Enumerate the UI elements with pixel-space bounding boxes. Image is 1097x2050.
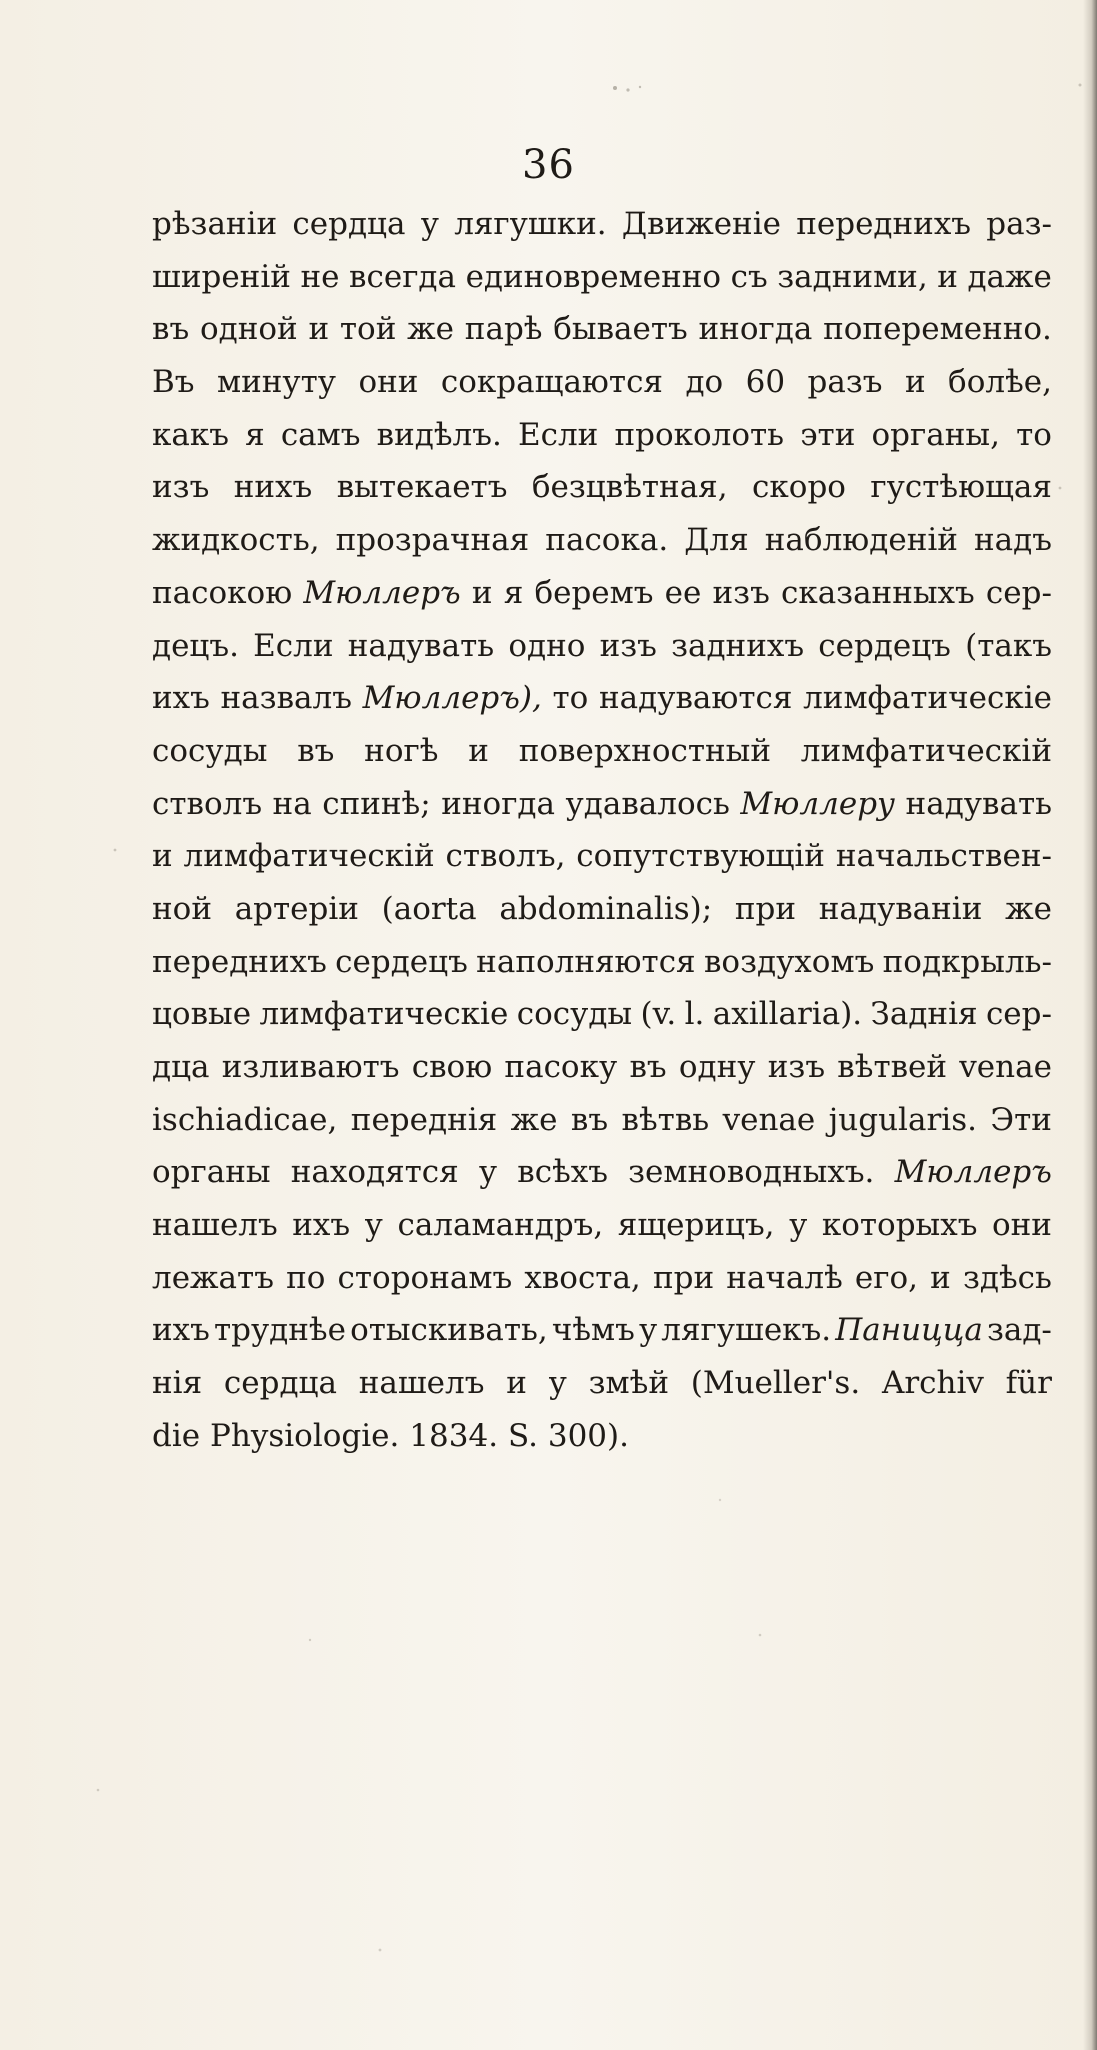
word: сосуды xyxy=(152,732,268,769)
word: болѣе, xyxy=(948,364,1052,401)
word: прозрачная xyxy=(335,522,530,559)
word: лимфатическіе xyxy=(803,680,1052,717)
text-line xyxy=(152,830,1052,883)
word: изливаютъ xyxy=(221,1049,400,1085)
word: ихъ xyxy=(152,680,210,717)
word: назвалъ xyxy=(220,680,352,717)
word: проколоть xyxy=(614,416,785,453)
text-line xyxy=(152,988,1052,1041)
word: у xyxy=(789,1207,808,1244)
word: попеременно. xyxy=(823,311,1052,348)
word: одну xyxy=(678,1049,756,1085)
word: задними, xyxy=(777,258,928,295)
word: abdominalis); xyxy=(499,890,713,927)
word: заднихъ xyxy=(671,627,805,664)
word: Эти xyxy=(990,1101,1052,1138)
word: и xyxy=(308,311,330,348)
page-edge-shadow xyxy=(1083,0,1097,2050)
word: его, xyxy=(854,1259,919,1296)
word: переднихъ xyxy=(152,943,327,980)
word: минуту xyxy=(216,364,337,401)
word: für xyxy=(1005,1365,1052,1402)
word: сердецъ xyxy=(818,627,951,664)
word: находятся xyxy=(290,1154,459,1191)
word: чѣмъ xyxy=(551,1312,635,1349)
page-number: 36 xyxy=(522,142,575,188)
word: 300). xyxy=(547,1417,629,1454)
text-line xyxy=(152,1252,1052,1305)
word: началѣ xyxy=(726,1259,843,1296)
word: всегда xyxy=(349,258,457,295)
word: ischiadicae, xyxy=(152,1101,338,1138)
word: пасокою xyxy=(152,574,293,611)
word: ихъ xyxy=(292,1207,351,1244)
word: пасока. xyxy=(545,522,669,559)
word: цовые xyxy=(152,996,252,1033)
word: зад- xyxy=(986,1312,1052,1349)
word: той xyxy=(339,311,397,348)
text-line xyxy=(152,620,1052,673)
word: при xyxy=(652,1259,715,1296)
word: лягушки. xyxy=(454,206,607,242)
text-line xyxy=(152,1199,1052,1252)
word: въ xyxy=(629,1049,667,1085)
text-line xyxy=(152,303,1052,356)
word: въ xyxy=(297,732,335,769)
word: die xyxy=(152,1417,201,1454)
word: скоро xyxy=(752,469,846,506)
text-line xyxy=(152,409,1052,462)
word: поверхностный xyxy=(518,732,771,769)
word: Заднія xyxy=(870,996,978,1033)
text-line xyxy=(152,672,1052,725)
word: Мюллеру xyxy=(740,785,896,822)
body-text xyxy=(152,198,1052,1463)
word: свою xyxy=(411,1049,493,1085)
word: нія xyxy=(152,1365,203,1402)
word: эти xyxy=(800,416,856,453)
word: сторонамъ xyxy=(337,1259,513,1296)
word: одной xyxy=(199,311,298,348)
text-line xyxy=(152,356,1052,409)
word: даже xyxy=(967,258,1052,295)
word: venae xyxy=(722,1101,816,1138)
word: Мюллеръ), xyxy=(362,680,542,717)
word: всѣхъ xyxy=(517,1154,608,1191)
word: Archiv xyxy=(881,1365,984,1402)
word: же xyxy=(510,1101,558,1138)
word: самъ xyxy=(280,416,361,453)
word: органы, xyxy=(871,416,1000,453)
word: нашелъ xyxy=(152,1207,278,1244)
word: беремъ xyxy=(534,574,654,611)
word: надуваются xyxy=(598,680,793,717)
word: 60 xyxy=(745,364,786,401)
word: Мюллеръ xyxy=(303,574,461,611)
word: вытекаетъ xyxy=(336,469,508,506)
word: ной xyxy=(152,890,212,927)
word: venae xyxy=(959,1049,1052,1085)
word: я xyxy=(503,574,524,611)
word: лимфатическій xyxy=(800,732,1052,769)
word: l. xyxy=(684,996,705,1033)
word: и xyxy=(904,364,926,401)
word: Мюллеръ xyxy=(894,1154,1052,1191)
text-line xyxy=(152,1041,1052,1094)
word: лягушекъ. xyxy=(661,1312,832,1349)
word: удавалось xyxy=(565,785,730,822)
word: у xyxy=(638,1312,658,1349)
word: дца xyxy=(152,1049,210,1085)
word: надувать xyxy=(347,627,495,664)
word: парѣ xyxy=(464,311,543,348)
word: и xyxy=(506,1365,527,1402)
word: вѣтвь xyxy=(621,1101,710,1138)
word: стволъ xyxy=(152,785,263,822)
word: и xyxy=(937,258,958,295)
word: переднихъ xyxy=(796,206,972,242)
word: надъ xyxy=(974,522,1052,559)
word: сокращаются xyxy=(440,364,663,401)
word: ее xyxy=(664,574,702,611)
text-line xyxy=(152,251,1052,304)
word: стволъ, xyxy=(445,838,566,875)
word: иногда xyxy=(441,785,556,822)
word: рѣзаніи xyxy=(152,206,278,242)
word: сер- xyxy=(985,574,1052,611)
word: какъ xyxy=(152,416,229,453)
word: надуваніи xyxy=(818,890,983,927)
word: начальствен- xyxy=(835,838,1052,875)
word: до xyxy=(685,364,724,401)
word: вѣтвей xyxy=(837,1049,948,1085)
word: по xyxy=(286,1259,326,1296)
word: одно xyxy=(508,627,586,664)
word: раз- xyxy=(986,206,1052,242)
word: S. xyxy=(507,1417,538,1454)
text-line xyxy=(152,514,1052,567)
word: Physiologie. xyxy=(210,1417,400,1454)
word: ногѣ xyxy=(364,732,439,769)
word: и xyxy=(471,574,493,611)
text-line xyxy=(152,725,1052,778)
word: видѣлъ. xyxy=(376,416,502,453)
word: у xyxy=(364,1207,383,1244)
word: не xyxy=(300,258,340,295)
word: иногда xyxy=(698,311,813,348)
word: Паницца xyxy=(835,1312,983,1349)
word: въ xyxy=(570,1101,609,1138)
word: Въ xyxy=(152,364,195,401)
word: воздухомъ xyxy=(703,943,875,980)
word: жидкость, xyxy=(152,522,320,559)
word: сказанныхъ xyxy=(780,574,975,611)
word: сердецъ xyxy=(335,943,468,980)
text-line xyxy=(152,883,1052,936)
word: (такъ xyxy=(965,627,1052,664)
word: наблюденій xyxy=(764,522,958,559)
word: ширеній xyxy=(152,258,291,295)
text-line xyxy=(152,461,1052,514)
word: (aorta xyxy=(381,890,477,927)
word: они xyxy=(991,1207,1052,1244)
word: бываетъ xyxy=(553,311,688,348)
word: 1834. xyxy=(409,1417,499,1454)
word: (v. xyxy=(640,996,677,1033)
word: саламандръ, xyxy=(397,1207,604,1244)
word: у xyxy=(548,1365,567,1402)
word: и xyxy=(468,732,489,769)
text-line xyxy=(152,198,1052,251)
text-line xyxy=(152,1357,1052,1410)
word: безцвѣтная, xyxy=(531,469,728,506)
word: труднѣе xyxy=(213,1312,346,1349)
word: лежатъ xyxy=(152,1259,274,1296)
word: единовременно xyxy=(465,258,722,295)
word: axillaria). xyxy=(712,996,863,1033)
text-line xyxy=(152,1304,1052,1357)
word: сосуды xyxy=(516,996,633,1033)
word: надувать xyxy=(905,785,1052,822)
word: и xyxy=(152,838,173,875)
word: густѣющая xyxy=(870,469,1052,506)
word: отыскивать, xyxy=(350,1312,548,1349)
word: Если xyxy=(517,416,599,453)
word: Для xyxy=(684,522,749,559)
word: пасоку xyxy=(504,1049,618,1085)
word: децъ. xyxy=(152,627,239,664)
word: я xyxy=(245,416,265,453)
word: разъ xyxy=(807,364,883,401)
word: изъ xyxy=(152,469,210,506)
word: Движеніе xyxy=(621,206,781,242)
word: артеріи xyxy=(234,890,359,927)
word: у xyxy=(420,206,439,242)
word: изъ xyxy=(712,574,770,611)
word: ихъ xyxy=(152,1312,210,1349)
word: земноводныхъ. xyxy=(628,1154,875,1191)
word: то xyxy=(552,680,589,717)
word: органы xyxy=(152,1154,271,1191)
word: спинѣ; xyxy=(322,785,431,822)
word: сердца xyxy=(292,206,406,242)
word: ящерицъ, xyxy=(617,1207,775,1244)
word: наполняются xyxy=(476,943,696,980)
word: змѣй xyxy=(588,1365,669,1402)
word: при xyxy=(734,890,797,927)
word: изъ xyxy=(599,627,657,664)
word: переднія xyxy=(350,1101,498,1138)
word: въ xyxy=(152,311,190,348)
word: нихъ xyxy=(233,469,313,506)
text-line xyxy=(152,1146,1052,1199)
text-line xyxy=(152,567,1052,620)
word: хвоста, xyxy=(524,1259,641,1296)
text-line xyxy=(152,1094,1052,1147)
text-line xyxy=(152,1410,1052,1463)
word: лимфатическіе xyxy=(259,996,509,1033)
word: нашелъ xyxy=(358,1365,485,1402)
text-line xyxy=(152,778,1052,831)
word: лимфатическій xyxy=(183,838,435,875)
word: Если xyxy=(253,627,334,664)
word: (Mueller's. xyxy=(690,1365,861,1402)
word: же xyxy=(1005,890,1052,927)
word: сопутствующій xyxy=(576,838,825,875)
word: и xyxy=(930,1259,951,1296)
word: у xyxy=(478,1154,498,1191)
word: они xyxy=(358,364,419,401)
word: сер- xyxy=(985,996,1052,1033)
word: то xyxy=(1016,416,1052,453)
word: jugularis. xyxy=(828,1101,977,1138)
word: на xyxy=(272,785,312,822)
word: же xyxy=(407,311,455,348)
word: подкрыль- xyxy=(882,943,1052,980)
word: сердца xyxy=(223,1365,337,1402)
text-line xyxy=(152,936,1052,989)
word: здѣсь xyxy=(962,1259,1052,1296)
word: изъ xyxy=(767,1049,826,1085)
word: съ xyxy=(730,258,768,295)
word: которыхъ xyxy=(821,1207,978,1244)
